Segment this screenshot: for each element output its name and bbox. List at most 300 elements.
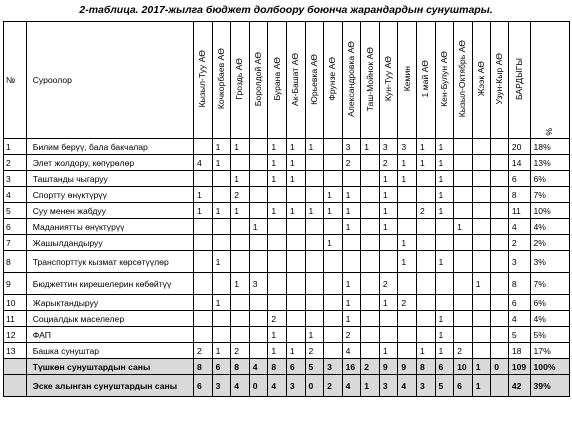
table-cell: 20 [508,139,530,155]
row-label: Элет жолдору, көпүрөлөр [26,155,193,171]
table-cell [416,219,435,235]
table-cell [454,311,473,327]
table-cell [435,219,454,235]
table-cell [194,171,213,187]
table-cell [398,203,417,219]
table-cell: 0 [305,375,324,397]
table-cell [472,219,491,235]
table-cell [249,235,268,251]
table-cell: 1 [435,171,454,187]
table-cell: 4% [530,219,569,235]
table-cell [491,219,509,235]
table-cell: 2 [508,235,530,251]
row-number [4,359,27,375]
table-row [4,343,570,359]
table-cell [472,311,491,327]
header-row [4,22,570,139]
table-cell: 3 [342,139,361,155]
table-cell [454,155,473,171]
table-cell: 1 [305,203,324,219]
table-cell: 2 [454,343,473,359]
table-cell [324,251,343,273]
table-cell: 1 [324,203,343,219]
table-cell [379,251,398,273]
table-cell: 1 [398,251,417,273]
table-cell: 3 [324,359,343,375]
table-cell: 2 [305,343,324,359]
table-cell: 1 [435,139,454,155]
table-cell [361,187,380,203]
table-row [4,139,570,155]
table-cell [454,203,473,219]
table-cell: 1 [416,139,435,155]
table-cell: 6 [194,375,213,397]
table-cell [286,311,305,327]
table-cell [361,251,380,273]
header-column: Боролдой АӨ [249,22,268,139]
header-column: Жээк АӨ [472,22,491,139]
table-cell [416,295,435,311]
table-cell [416,171,435,187]
table-cell [416,327,435,343]
table-cell: 4% [530,311,569,327]
table-cell: 3 [398,139,417,155]
table-cell [472,139,491,155]
table-cell: 1 [231,139,250,155]
row-label: Спортту өнүктүрүү [26,187,193,203]
table-cell [231,311,250,327]
table-cell [305,155,324,171]
table-cell [305,311,324,327]
row-number: 3 [4,171,27,187]
table-cell [398,273,417,295]
table-cell: 6 [454,375,473,397]
table-cell: 1 [379,219,398,235]
table-cell: 7% [530,273,569,295]
table-cell [305,219,324,235]
table-cell [398,327,417,343]
table-cell [194,235,213,251]
row-label: Маданиятты өнүктүрүү [26,219,193,235]
table-cell [472,343,491,359]
table-cell: 1 [379,171,398,187]
table-cell [249,295,268,311]
table-cell: 4 [342,375,361,397]
row-label: ФАП [26,327,193,343]
table-cell: 9 [398,359,417,375]
table-cell: 2 [268,311,287,327]
table-cell: 1 [342,295,361,311]
header-column: Кочкорбаев АӨ [212,22,231,139]
header-questions: Суроолор [26,22,193,139]
row-label: Жарыктандыруу [26,295,193,311]
table-cell [416,235,435,251]
table-cell [491,375,509,397]
row-label: Социалдык маселелер [26,311,193,327]
table-cell [324,327,343,343]
table-cell [398,311,417,327]
table-cell [472,171,491,187]
header-column: Кызыл-Октябрь АӨ [454,22,473,139]
table-cell: 11 [508,203,530,219]
table-cell [212,171,231,187]
table-title: 2-таблица. 2017-жылга бюджет долбоору боюнча жарандардын сунуштары. [79,4,493,16]
table-cell: 3 [416,375,435,397]
table-row [4,359,570,375]
table-cell [454,139,473,155]
table-row [4,311,570,327]
table-cell [379,311,398,327]
table-cell [249,139,268,155]
table-cell [491,235,509,251]
table-cell: 6 [508,171,530,187]
table-cell: 5% [530,327,569,343]
table-cell: 1 [231,273,250,295]
row-number: 6 [4,219,27,235]
header-column: Юрьевка АӨ [305,22,324,139]
table-cell [472,155,491,171]
table-cell: 1 [454,219,473,235]
table-cell [398,343,417,359]
table-cell: 1 [398,155,417,171]
table-cell [361,155,380,171]
table-cell [231,327,250,343]
table-cell [472,327,491,343]
row-number: 1 [4,139,27,155]
table-cell: 1 [286,171,305,187]
table-cell: 1 [435,187,454,203]
header-column: Узун-Кыр АӨ [491,22,509,139]
table-cell [435,273,454,295]
table-cell [491,273,509,295]
table-cell [194,295,213,311]
table-cell [435,235,454,251]
table-cell: 1 [268,327,287,343]
table-cell: 1 [249,219,268,235]
table-cell: 1 [268,343,287,359]
table-cell: 8 [508,187,530,203]
table-cell [231,251,250,273]
table-cell: 4 [194,155,213,171]
table-cell: 2 [379,155,398,171]
table-cell: 4 [231,375,250,397]
table-row [4,375,570,397]
table-row [4,171,570,187]
table-cell [491,251,509,273]
table-cell: 3 [379,375,398,397]
table-cell [491,171,509,187]
table-cell [416,187,435,203]
table-cell [472,187,491,203]
table-cell: 18% [530,139,569,155]
row-label: Транспорттук кызмат көрсөтүүлөр [26,251,193,273]
table-cell [361,171,380,187]
table-cell: 1 [212,251,231,273]
table-cell: 10 [454,359,473,375]
table-cell: 1 [212,343,231,359]
table-cell: 1 [342,187,361,203]
row-number: 10 [4,295,27,311]
table-cell: 2 [324,375,343,397]
table-cell [231,235,250,251]
table-cell [231,219,250,235]
table-cell [416,251,435,273]
table-cell [454,327,473,343]
table-cell: 2 [342,327,361,343]
header-column: Ак-Башат АӨ [286,22,305,139]
table-cell [472,251,491,273]
table-cell: 1 [231,203,250,219]
table-cell: 39% [530,375,569,397]
table-cell [249,155,268,171]
table-cell [361,273,380,295]
table-cell [454,171,473,187]
table-cell: 1 [379,187,398,203]
table-cell [212,235,231,251]
table-cell: 1 [268,139,287,155]
table-cell [324,171,343,187]
table-cell [212,219,231,235]
table-cell: 6% [530,295,569,311]
table-cell: 1 [231,171,250,187]
table-cell [324,219,343,235]
header-column: Таш-Мойнок АӨ [361,22,380,139]
table-cell: 1 [268,171,287,187]
header-column: Бурана АӨ [268,22,287,139]
table-cell: 1 [379,203,398,219]
table-cell [491,327,509,343]
table-cell [491,155,509,171]
table-cell: 1 [398,235,417,251]
table-cell [249,251,268,273]
table-cell [454,273,473,295]
header-column: Александровка АӨ [342,22,361,139]
row-label: Суу менен жабдуу [26,203,193,219]
table-cell [305,235,324,251]
table-row [4,187,570,203]
table-cell: 4 [249,359,268,375]
table-cell: 1 [194,203,213,219]
table-cell: 1 [361,139,380,155]
table-cell: 3 [379,139,398,155]
table-cell: 4 [398,375,417,397]
table-cell [194,219,213,235]
table-cell: 1 [435,155,454,171]
table-cell: 1 [435,251,454,273]
table-cell [286,235,305,251]
table-cell [286,295,305,311]
header-column: Кен-Булун АӨ [435,22,454,139]
table-cell: 1 [342,203,361,219]
table-cell [212,187,231,203]
table-cell: 1 [342,219,361,235]
table-cell [324,343,343,359]
table-cell: 0 [249,375,268,397]
table-cell [398,219,417,235]
table-cell [249,187,268,203]
row-number: 5 [4,203,27,219]
table-cell: 1 [472,359,491,375]
table-cell: 3 [212,375,231,397]
table-cell [305,251,324,273]
row-number: 8 [4,251,27,273]
table-cell [249,343,268,359]
table-cell [416,311,435,327]
table-cell [379,327,398,343]
table-row [4,235,570,251]
table-cell: 18 [508,343,530,359]
table-row [4,273,570,295]
table-cell: 8 [268,359,287,375]
header-column: Кызыл-Туу АӨ [194,22,213,139]
table-cell: 2 [231,187,250,203]
table-row [4,251,570,273]
table-cell: 1 [268,203,287,219]
table-cell [286,327,305,343]
table-cell: 1 [212,295,231,311]
row-label: Жашылдандыруу [26,235,193,251]
table-cell: 1 [305,327,324,343]
header-column-total: БАРДЫГЫ [508,22,530,139]
table-cell: 1 [212,155,231,171]
row-label: Бюджеттин киреше​лерин көбөйтүү [26,273,193,295]
table-cell: 1 [416,155,435,171]
table-cell [324,155,343,171]
table-cell: 13% [530,155,569,171]
header-number: № [4,22,27,139]
table-cell [286,187,305,203]
table-cell [491,187,509,203]
table-cell: 1 [212,203,231,219]
table-cell [286,273,305,295]
table-cell [194,311,213,327]
table-cell [454,235,473,251]
table-cell: 8 [231,359,250,375]
table-cell [194,327,213,343]
table-cell: 6 [435,359,454,375]
table-cell [342,251,361,273]
table-cell [249,327,268,343]
table-cell [454,187,473,203]
table-cell [361,327,380,343]
table-cell [305,273,324,295]
row-number [4,375,27,397]
table-cell [286,251,305,273]
table-cell: 4 [508,219,530,235]
table-cell [491,311,509,327]
table-cell [491,139,509,155]
table-cell: 7% [530,187,569,203]
table-cell: 1 [324,235,343,251]
table-cell: 0 [491,359,509,375]
table-row [4,155,570,171]
table-cell: 6 [508,295,530,311]
table-cell [305,295,324,311]
table-cell: 1 [472,375,491,397]
table-cell [212,273,231,295]
table-cell: 3 [286,375,305,397]
table-cell: 2 [379,273,398,295]
row-number: 2 [4,155,27,171]
table-cell: 1 [286,155,305,171]
table-cell [472,295,491,311]
row-number: 7 [4,235,27,251]
table-cell [379,235,398,251]
table-cell [249,311,268,327]
table-cell [305,171,324,187]
table-cell: 5 [435,375,454,397]
table-cell [194,139,213,155]
table-cell: 1 [268,155,287,171]
table-cell [324,311,343,327]
table-cell: 3 [249,273,268,295]
proposals-table [3,21,570,397]
table-cell: 2 [342,155,361,171]
table-cell: 1 [435,343,454,359]
table-cell: 1 [342,273,361,295]
table-cell: 14 [508,155,530,171]
table-cell [398,187,417,203]
table-cell: 2% [530,235,569,251]
table-cell: 1 [212,139,231,155]
table-cell: 1 [342,311,361,327]
header-column: 1 май АӨ [416,22,435,139]
table-cell [268,219,287,235]
table-cell [361,295,380,311]
table-cell [249,171,268,187]
table-cell [361,219,380,235]
table-cell [454,295,473,311]
table-cell [268,235,287,251]
table-cell: 3 [508,251,530,273]
table-cell [268,273,287,295]
row-label: Эске алынган сунуштардын саны [26,375,193,397]
table-cell [416,273,435,295]
table-cell: 8 [416,359,435,375]
table-cell: 4 [342,343,361,359]
table-cell [305,187,324,203]
table-cell [472,235,491,251]
table-cell: 1 [472,273,491,295]
table-cell: 1 [286,343,305,359]
table-cell: 4 [268,375,287,397]
header-column: Кун-Туу АӨ [379,22,398,139]
header-column-percent: % [530,22,569,139]
table-row [4,327,570,343]
row-number: 4 [4,187,27,203]
table-cell: 1 [435,203,454,219]
table-cell: 17% [530,343,569,359]
table-cell: 10% [530,203,569,219]
table-cell: 1 [324,187,343,203]
table-cell [342,235,361,251]
table-cell [286,219,305,235]
table-cell: 1 [194,187,213,203]
table-cell: 9 [379,359,398,375]
table-cell [361,203,380,219]
table-cell [268,295,287,311]
table-cell: 3% [530,251,569,273]
table-cell [231,295,250,311]
table-cell: 4 [508,311,530,327]
table-cell: 1 [435,327,454,343]
table-cell: 1 [435,311,454,327]
table-cell: 1 [416,343,435,359]
table-cell: 8 [508,273,530,295]
table-cell [491,203,509,219]
table-cell: 42 [508,375,530,397]
table-cell [324,295,343,311]
